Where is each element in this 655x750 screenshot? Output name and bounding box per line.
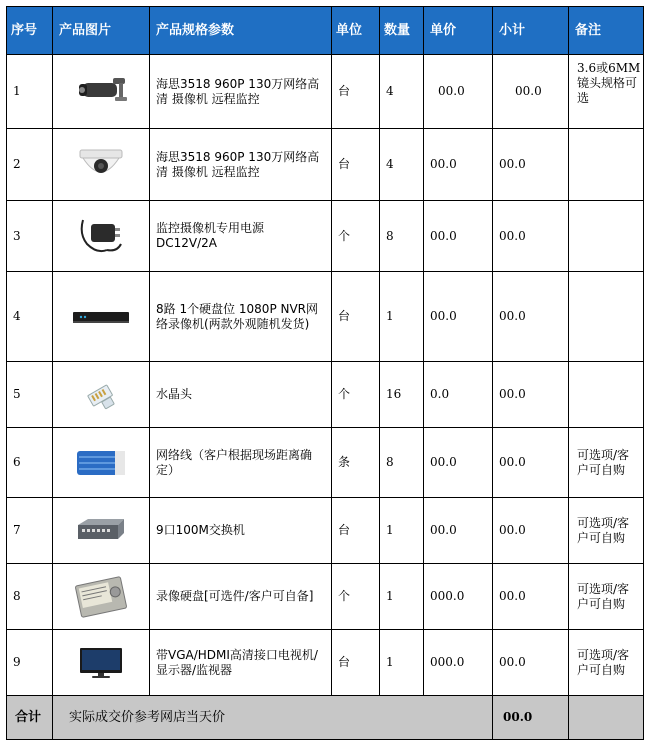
row-price: 00.0	[424, 129, 493, 201]
header-unit: 单位	[332, 7, 380, 55]
row-qty: 1	[380, 498, 424, 564]
row-note: 3.6或6MM镜头规格可选	[569, 55, 644, 129]
row-subtotal: 00.0	[493, 272, 569, 362]
row-spec: 9口100M交换机	[150, 498, 332, 564]
table-row	[7, 564, 644, 630]
row-index: 9	[7, 630, 53, 696]
nvr-recorder-icon	[71, 307, 131, 327]
row-price: 000.0	[424, 630, 493, 696]
row-subtotal: 00.0	[493, 55, 569, 129]
hard-disk-icon	[72, 575, 130, 619]
monitor-icon	[76, 645, 126, 681]
row-spec: 水晶头	[150, 362, 332, 428]
row-qty: 4	[380, 55, 424, 129]
row-image	[53, 630, 150, 696]
header-image: 产品图片	[53, 7, 150, 55]
row-price: 0.0	[424, 362, 493, 428]
row-price: 00.0	[424, 498, 493, 564]
row-note	[569, 201, 644, 272]
row-subtotal: 00.0	[493, 129, 569, 201]
row-spec: 监控摄像机专用电源 DC12V/2A	[150, 201, 332, 272]
row-unit: 个	[332, 362, 380, 428]
row-index: 3	[7, 201, 53, 272]
row-index: 2	[7, 129, 53, 201]
header-subtotal: 小计	[493, 7, 569, 55]
dome-camera-icon	[74, 146, 128, 184]
row-unit: 台	[332, 272, 380, 362]
row-index: 6	[7, 428, 53, 498]
row-image	[53, 564, 150, 630]
row-price: 00.0	[424, 201, 493, 272]
row-unit: 台	[332, 129, 380, 201]
row-image	[53, 272, 150, 362]
row-image	[53, 498, 150, 564]
row-note: 可选项/客户可自购	[569, 498, 644, 564]
row-price: 00.0	[424, 272, 493, 362]
row-index: 1	[7, 55, 53, 129]
row-note: 可选项/客户可自购	[569, 564, 644, 630]
row-qty: 4	[380, 129, 424, 201]
header-spec: 产品规格参数	[150, 7, 332, 55]
row-qty: 8	[380, 201, 424, 272]
header-note: 备注	[569, 7, 644, 55]
total-label: 合计	[7, 696, 53, 740]
row-unit: 个	[332, 201, 380, 272]
table-row	[7, 55, 644, 129]
row-image	[53, 362, 150, 428]
table-row	[7, 630, 644, 696]
table-row	[7, 201, 644, 272]
row-spec: 录像硬盘[可选件/客户可自备]	[150, 564, 332, 630]
row-note	[569, 362, 644, 428]
row-subtotal: 00.0	[493, 630, 569, 696]
row-qty: 1	[380, 564, 424, 630]
row-index: 8	[7, 564, 53, 630]
row-subtotal: 00.0	[493, 564, 569, 630]
row-image	[53, 129, 150, 201]
row-subtotal: 00.0	[493, 498, 569, 564]
row-spec: 海思3518 960P 130万网络高清 摄像机 远程监控	[150, 129, 332, 201]
header-price: 单价	[424, 7, 493, 55]
header-row	[7, 7, 644, 55]
bullet-camera-icon	[73, 75, 129, 109]
row-index: 7	[7, 498, 53, 564]
row-unit: 台	[332, 630, 380, 696]
network-switch-icon	[74, 517, 128, 545]
table-row	[7, 498, 644, 564]
row-price: 000.0	[424, 564, 493, 630]
table-row	[7, 428, 644, 498]
table-row	[7, 129, 644, 201]
row-qty: 16	[380, 362, 424, 428]
row-index: 5	[7, 362, 53, 428]
total-note	[569, 696, 644, 740]
network-cable-icon	[75, 447, 127, 479]
row-unit: 个	[332, 564, 380, 630]
row-spec: 带VGA/HDMI高清接口电视机/显示器/监视器	[150, 630, 332, 696]
row-image	[53, 201, 150, 272]
row-note: 可选项/客户可自购	[569, 428, 644, 498]
row-unit: 条	[332, 428, 380, 498]
row-unit: 台	[332, 55, 380, 129]
row-price: 00.0	[424, 55, 493, 129]
total-description: 实际成交价参考网店当天价	[53, 696, 493, 740]
rj45-connector-icon	[81, 379, 121, 411]
row-subtotal: 00.0	[493, 428, 569, 498]
quote-table	[6, 6, 644, 740]
row-note: 可选项/客户可自购	[569, 630, 644, 696]
row-spec: 8路 1个硬盘位 1080P NVR网络录像机(两款外观随机发货)	[150, 272, 332, 362]
total-value: 00.0	[493, 696, 569, 740]
row-note	[569, 129, 644, 201]
row-subtotal: 00.0	[493, 362, 569, 428]
row-subtotal: 00.0	[493, 201, 569, 272]
header-index: 序号	[7, 7, 53, 55]
power-adapter-icon	[77, 214, 125, 258]
row-qty: 8	[380, 428, 424, 498]
row-qty: 1	[380, 630, 424, 696]
row-unit: 台	[332, 498, 380, 564]
row-image	[53, 428, 150, 498]
table-row	[7, 272, 644, 362]
header-qty: 数量	[380, 7, 424, 55]
row-spec: 网络线（客户根据现场距离确定）	[150, 428, 332, 498]
row-qty: 1	[380, 272, 424, 362]
row-index: 4	[7, 272, 53, 362]
table-row	[7, 362, 644, 428]
total-row	[7, 696, 644, 740]
row-spec: 海思3518 960P 130万网络高清 摄像机 远程监控	[150, 55, 332, 129]
row-price: 00.0	[424, 428, 493, 498]
row-note	[569, 272, 644, 362]
row-image	[53, 55, 150, 129]
